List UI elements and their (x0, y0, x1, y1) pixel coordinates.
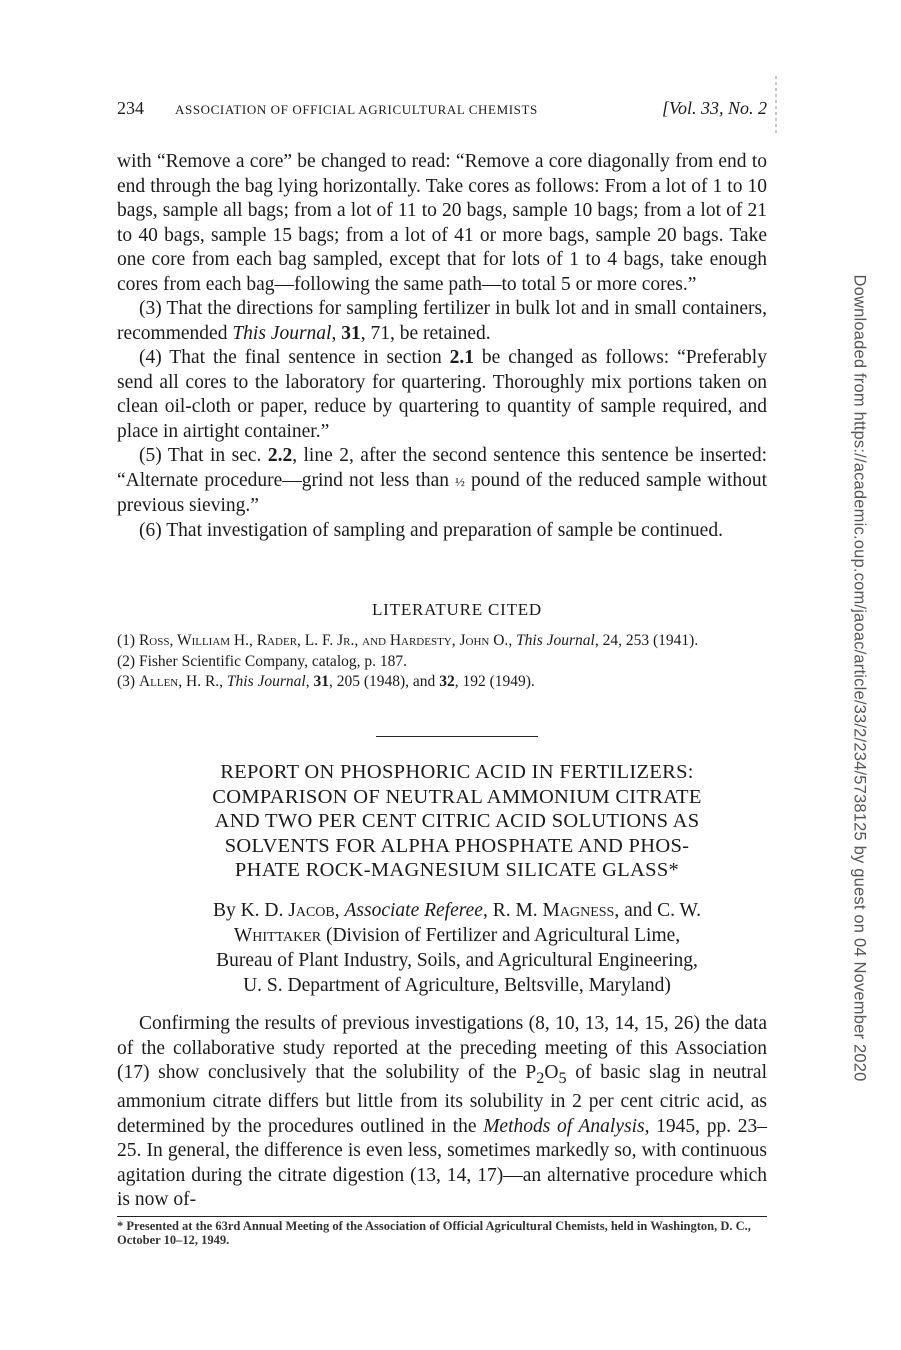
reference-item (117, 652, 767, 673)
p3-volume: 31 (341, 322, 361, 344)
affiliation-line: U. S. Department of Agriculture, Beltsville, Maryland) (243, 975, 671, 996)
paragraph-3 (117, 297, 767, 346)
report-intro (117, 1012, 767, 1213)
volume-label: [Vol. 33, No. 2 (661, 98, 767, 118)
author-name: Jacob (288, 900, 335, 921)
ref-number: (2) (117, 652, 139, 670)
page-edge-mark (773, 76, 779, 136)
page-number: 234 (117, 98, 144, 118)
intro-text: Confirming the results of previous investigations (8, 10, 13, 14, 15, 26) the data of the collaborative study reported at the preceding meeting of this Association (17) show conclusively that the solubility of the P (117, 1013, 767, 1083)
ref-authors: Allen (138, 673, 179, 690)
ref-number: (1) (117, 632, 139, 649)
author-name: Whittaker (233, 925, 322, 946)
ref-authors: Ross, William H., Rader, L. F. Jr., and Hardesty, John O. (138, 632, 509, 649)
report-title (117, 760, 797, 883)
ref-sep: , (508, 632, 517, 649)
ref-details: , 205 (1948), and (328, 673, 440, 690)
intro-text: , 1945, pp. 23–25. In general, the difference is even less, sometimes markedly so, with continuous agitation during the citrate digestion (13, 14, 17)—an alternative procedure which is now of- (117, 1115, 767, 1211)
author-sep: , R. M. (482, 900, 543, 921)
p3-sep: , (331, 322, 342, 344)
title-line: REPORT ON PHOSPHORIC ACID IN FERTILIZERS: (220, 761, 694, 783)
paragraph-5 (117, 444, 767, 519)
title-line: AND TWO PER CENT CITRIC ACID SOLUTIONS AS (214, 810, 700, 832)
p4-after: be changed as follows: “Preferably send all cores to the laboratory for quartering. Thoroughly mix portions taken on clean oil-cloth or paper, reduce by quartering to quantity of sample required, and place in airtight container.” (117, 347, 767, 442)
author-sep: , and C. W. (614, 900, 702, 921)
ref-number: (3) (117, 673, 139, 690)
intro-text: O (544, 1062, 559, 1083)
p5-after: pound of the reduced sample without previous sieving.” (117, 469, 767, 516)
p4-text: (4) That the final sentence in section (139, 347, 450, 368)
intro-text: of basic slag in neutral ammonium citrate differs but little from its solubility in 2 per cent citric acid, as determined by the procedures outlined in the (117, 1062, 768, 1137)
p3-journal: This Journal (232, 322, 332, 344)
title-line: SOLVENTS FOR ALPHA PHOSPHATE AND PHOS- (224, 834, 690, 857)
author-role: Associate Referee (344, 900, 483, 921)
p3-text: (3) That the directions for sampling fertilizer in bulk lot and in small containers, recommended (117, 298, 767, 344)
download-watermark (847, 274, 871, 1082)
author-line: By K. D. Jacob, Associate Referee, R. M. Magness, and C. W. (212, 900, 702, 921)
title-line: COMPARISON OF NEUTRAL AMMONIUM CITRATE (212, 785, 702, 808)
p5-middle: , line 2, after the second sentence this sentence be inserted: “Alternate procedure—grind not less than (117, 445, 768, 491)
watermark-text: Downloaded from https://academic.oup.com/jaoac/article/33/2/234/5738125 by guest on 04 November 2020 (850, 274, 869, 1082)
p4-section: 2.1 (449, 347, 474, 368)
affiliation-line: Bureau of Plant Industry, Soils, and Agricultural Engineering, (216, 950, 698, 971)
affiliation-line (117, 923, 797, 948)
subscript: 2 (536, 1068, 545, 1087)
ref-text: Fisher Scientific Company, catalog, p. 187. (138, 652, 407, 670)
paragraph-continuation: with “Remove a core” be changed to read: “Remove a core diagonally from end to end through the bag lying horizontally. Take cores as follows: From a lot of 1 to 10 bags, sample all bags; from a lot of 11 to 20 bags, sample 10 bags; from a lot of 21 to 40 bags, sample 15 bags; from a lot of 41 or more bags, sample 20 bags. Take one core from each bag sampled, except that for lots of 1 to 4 bags, take enough cores from each bag—following the same path—to total 5 or more cores.” (117, 151, 767, 295)
ref-details: , 24, 253 (1941). (594, 632, 699, 649)
reference-item (117, 631, 767, 652)
by-text: By K. D. (212, 900, 289, 921)
running-header (117, 98, 767, 124)
subscript: 5 (558, 1068, 567, 1087)
affiliation-text: (Division of Fertilizer and Agricultural Lime, (321, 925, 681, 946)
paragraph-6: (6) That investigation of sampling and preparation of sample be continued. (139, 519, 723, 541)
recommendations-text (117, 150, 767, 543)
ref-details: , 192 (1949). (454, 673, 535, 690)
ref-volume: 31 (313, 673, 329, 690)
literature-cited-heading: LITERATURE CITED (371, 600, 543, 619)
ref-journal: This Journal (226, 673, 306, 690)
author-block (117, 898, 797, 998)
ref-initials: , H. R., (178, 673, 227, 690)
footnote-rule (117, 1216, 767, 1217)
title-line: PHATE ROCK-MAGNESIUM SILICATE GLASS* (234, 859, 680, 881)
ref-sep: , (305, 673, 314, 690)
ref-journal: This Journal (516, 632, 595, 649)
book-title: Methods of Analysis (483, 1115, 645, 1137)
ref-volume: 32 (439, 673, 455, 690)
p5-section: 2.2 (267, 445, 293, 466)
intro-paragraph (117, 1012, 767, 1213)
paragraph-4 (117, 346, 767, 444)
reference-list (117, 631, 767, 693)
footnote: * Presented at the 63rd Annual Meeting of the Association of Official Agricultural Chemists, held in Washington, D. C., October 10–12, 1949. (117, 1219, 751, 1247)
p5-fraction: ½ (455, 473, 465, 489)
p5-text: (5) That in sec. (139, 445, 268, 466)
journal-header: ASSOCIATION OF OFFICIAL AGRICULTURAL CHEMISTS (175, 102, 538, 117)
section-divider (376, 736, 538, 737)
edge-mark-icon (773, 76, 779, 136)
author-name: Magness (542, 900, 615, 921)
reference-item (117, 672, 767, 693)
p3-after: , 71, be retained. (360, 322, 491, 344)
